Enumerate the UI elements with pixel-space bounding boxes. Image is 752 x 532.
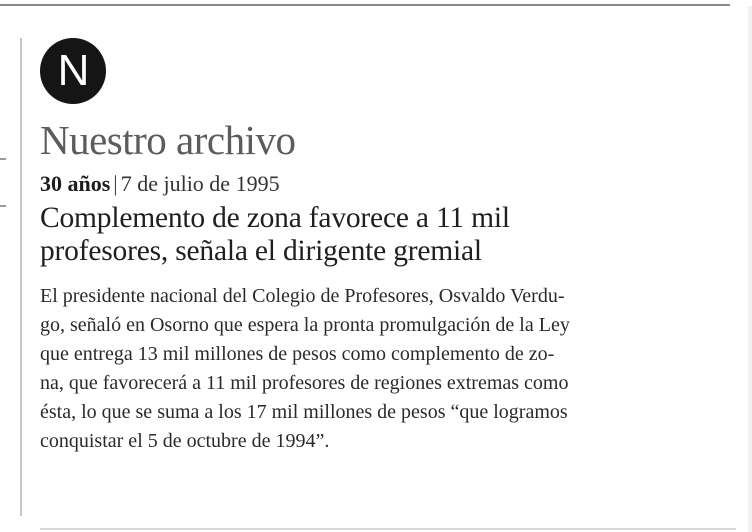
kicker-separator: |	[113, 171, 118, 196]
body-line: El presidente nacional del Colegio de Profesores, Osvaldo Verdu-	[40, 285, 565, 307]
article-body	[40, 282, 740, 456]
margin-mark	[0, 205, 6, 207]
publication-date: 7 de julio de 1995	[120, 171, 280, 196]
top-divider	[0, 4, 730, 6]
body-line: na, que favorecerá a 11 mil profesores de regiones extremas como	[40, 372, 569, 394]
body-line: que entrega 13 mil millones de pesos como complemento de zo-	[40, 343, 555, 365]
section-title: Nuestro archivo	[40, 117, 296, 163]
page-edge	[748, 6, 752, 532]
body-line: ésta, lo que se suma a los 17 mil millones de pesos “que logramos	[40, 401, 568, 423]
anniversary-label: 30 años	[40, 171, 111, 196]
article-headline	[40, 202, 740, 268]
margin-mark	[0, 158, 6, 160]
body-line: conquistar el 5 de octubre de 1994”.	[40, 430, 330, 452]
headline-line: profesores, señala el dirigente gremial	[40, 235, 482, 267]
bottom-divider	[40, 528, 736, 530]
newspaper-logo-icon: N	[40, 38, 106, 104]
kicker	[40, 170, 740, 198]
archive-article	[40, 38, 740, 456]
headline-line: Complemento de zona favorece a 11 mil	[40, 202, 510, 234]
column-rule	[20, 38, 22, 516]
body-line: go, señaló en Osorno que espera la pronta promulgación de la Ley	[40, 314, 570, 336]
